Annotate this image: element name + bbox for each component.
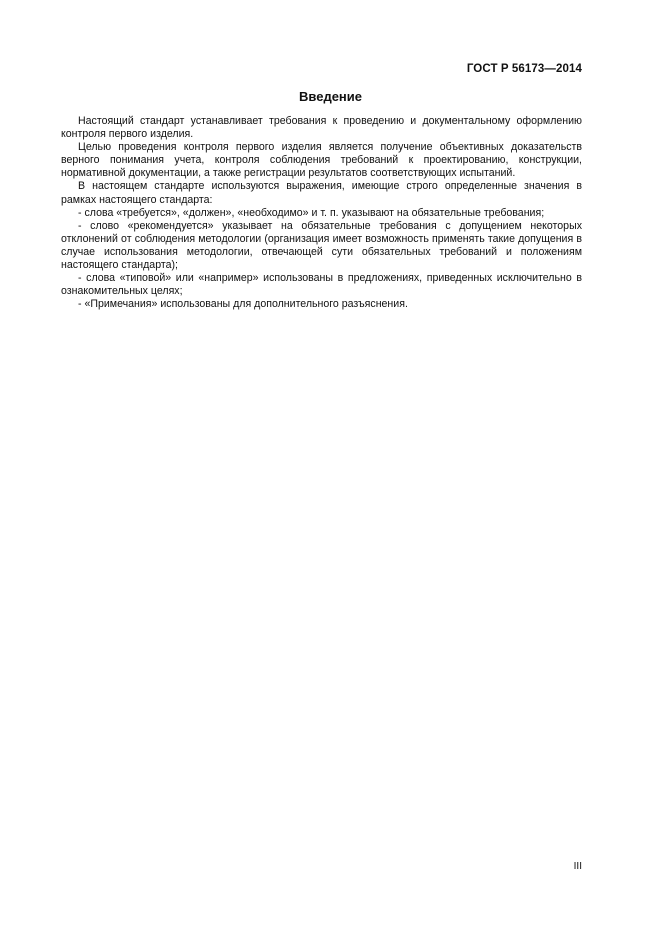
paragraph: Настоящий стандарт устанавливает требования к проведению и документальному оформлению контроля первого изделия.: [61, 115, 582, 141]
paragraph: Целью проведения контроля первого изделия является получение объективных доказательств верного понимания учета, контроля соблюдения требований к проектированию, конструкции, нормативной документации, а также регистрации результатов соответствующих испытаний.: [61, 141, 582, 180]
list-item: - слова «требуется», «должен», «необходимо» и т. п. указывают на обязательные требования;: [78, 206, 545, 219]
section-title: Введение: [299, 89, 362, 104]
document-body: [61, 115, 582, 311]
page-number: III: [573, 861, 582, 872]
standard-code: ГОСТ Р 56173—2014: [466, 63, 582, 75]
list-item: - «Примечания» использованы для дополнительного разъяснения.: [78, 298, 408, 311]
list-item: - слово «рекомендуется» указывает на обязательные требования с допущением некоторых отклонений от соблюдения методологии (организация имеет возможность применять такие допущения в случае использования методологии, отвечающей сути обязательных требований и положениям настоящего стандарта);: [61, 219, 582, 272]
list-item: - слова «типовой» или «например» использованы в предложениях, приведенных исключительно в ознакомительных целях;: [61, 272, 582, 298]
paragraph: В настоящем стандарте используются выражения, имеющие строго определенные значения в рамках настоящего стандарта:: [61, 180, 582, 206]
